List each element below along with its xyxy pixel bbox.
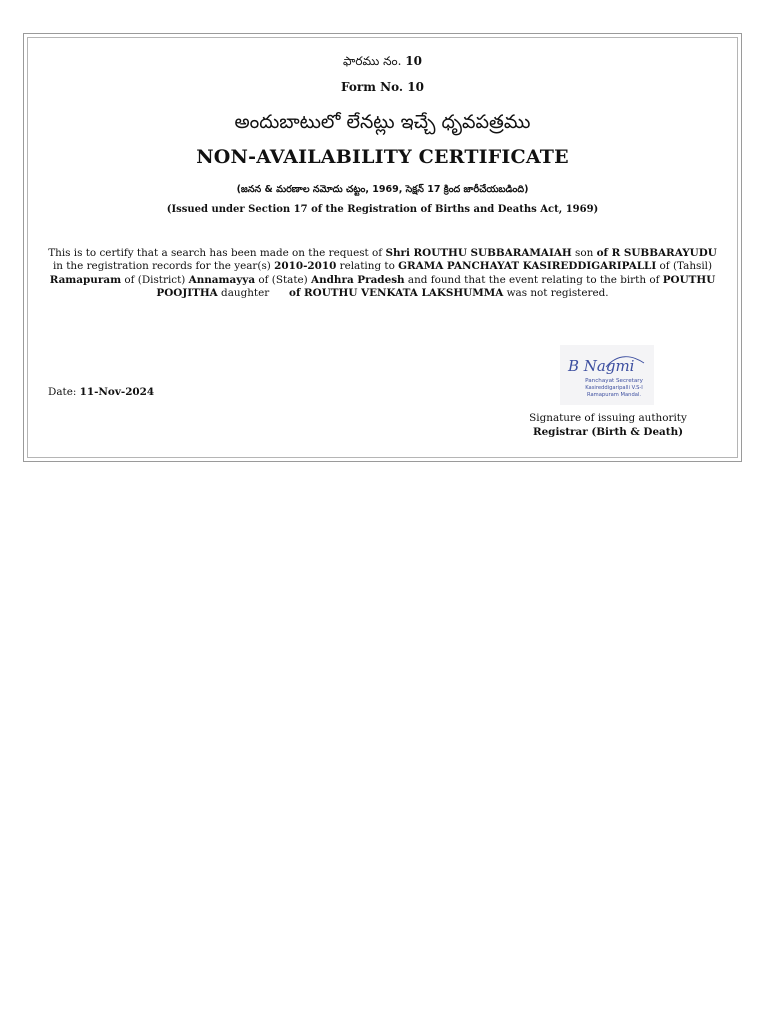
- signature-role: Registrar (Birth & Death): [532, 426, 684, 438]
- subtitle-english: (Issued under Section 17 of the Registration of Births and Deaths Act, 1969): [166, 204, 599, 215]
- body-text: son: [571, 247, 597, 259]
- child-parent: of ROUTHU VENKATA LAKSHUMMA: [289, 286, 504, 299]
- certificate-body: [46, 247, 719, 300]
- applicant-name: Shri ROUTHU SUBBARAMAIAH: [385, 247, 572, 259]
- body-text: in the registration records for the year(s): [52, 260, 275, 273]
- date-label: Date:: [48, 386, 80, 398]
- applicant-parent: of R SUBBARAYUDU: [596, 247, 717, 259]
- body-text: was not registered.: [503, 286, 609, 299]
- state-name: Andhra Pradesh: [311, 273, 405, 286]
- issue-date: [48, 386, 154, 398]
- form-number-english: Form No. 10: [341, 80, 424, 94]
- signature-scribble: B Nagmi: [568, 357, 635, 375]
- child-name: POUTHU POOJITHA: [156, 273, 716, 299]
- certificate-inner-border: [27, 37, 738, 458]
- certificate-outer-border: [23, 33, 742, 462]
- body-text: relating to: [336, 260, 399, 273]
- body-text: of (District): [121, 273, 189, 286]
- stamp-line-1: Panchayat Secretary: [585, 378, 643, 384]
- signature-caption: Signature of issuing authority: [529, 412, 687, 424]
- form-label-telugu: ఫారము నం.: [342, 54, 402, 68]
- title-telugu: అందుబాటులో లేనట్లు ఇచ్చే ధృవపత్రము: [234, 111, 531, 133]
- search-years: 2010-2010: [274, 260, 337, 273]
- district-name: Annamayya: [188, 273, 256, 286]
- body-text: and found that the event relating to the birth of: [404, 273, 663, 286]
- registration-authority: GRAMA PANCHAYAT KASIREDDIGARIPALLI: [398, 260, 657, 273]
- stamp-line-3: Ramapuram Mandal.: [587, 392, 641, 398]
- body-text: of (Tahsil): [656, 260, 713, 273]
- date-value: 11-Nov-2024: [79, 386, 155, 398]
- subtitle-telugu: (జనన & మరణాల నమోదు చట్టం, 1969, సెక్షన్ 17 క్రింద జారీచేయబడింది): [236, 184, 529, 195]
- body-text: daughter: [217, 286, 290, 299]
- stamp-line-2: Kasireddigaripalli V.S-I: [585, 385, 643, 391]
- form-number-telugu: [28, 54, 737, 71]
- body-text: This is to certify that a search has been made on the request of: [48, 247, 386, 259]
- form-number-value: 10: [405, 54, 422, 68]
- signature-stamp-image: [560, 345, 654, 405]
- body-text: of (State): [255, 273, 312, 286]
- tahsil-name: Ramapuram: [49, 273, 122, 286]
- title-english: NON-AVAILABILITY CERTIFICATE: [196, 146, 569, 168]
